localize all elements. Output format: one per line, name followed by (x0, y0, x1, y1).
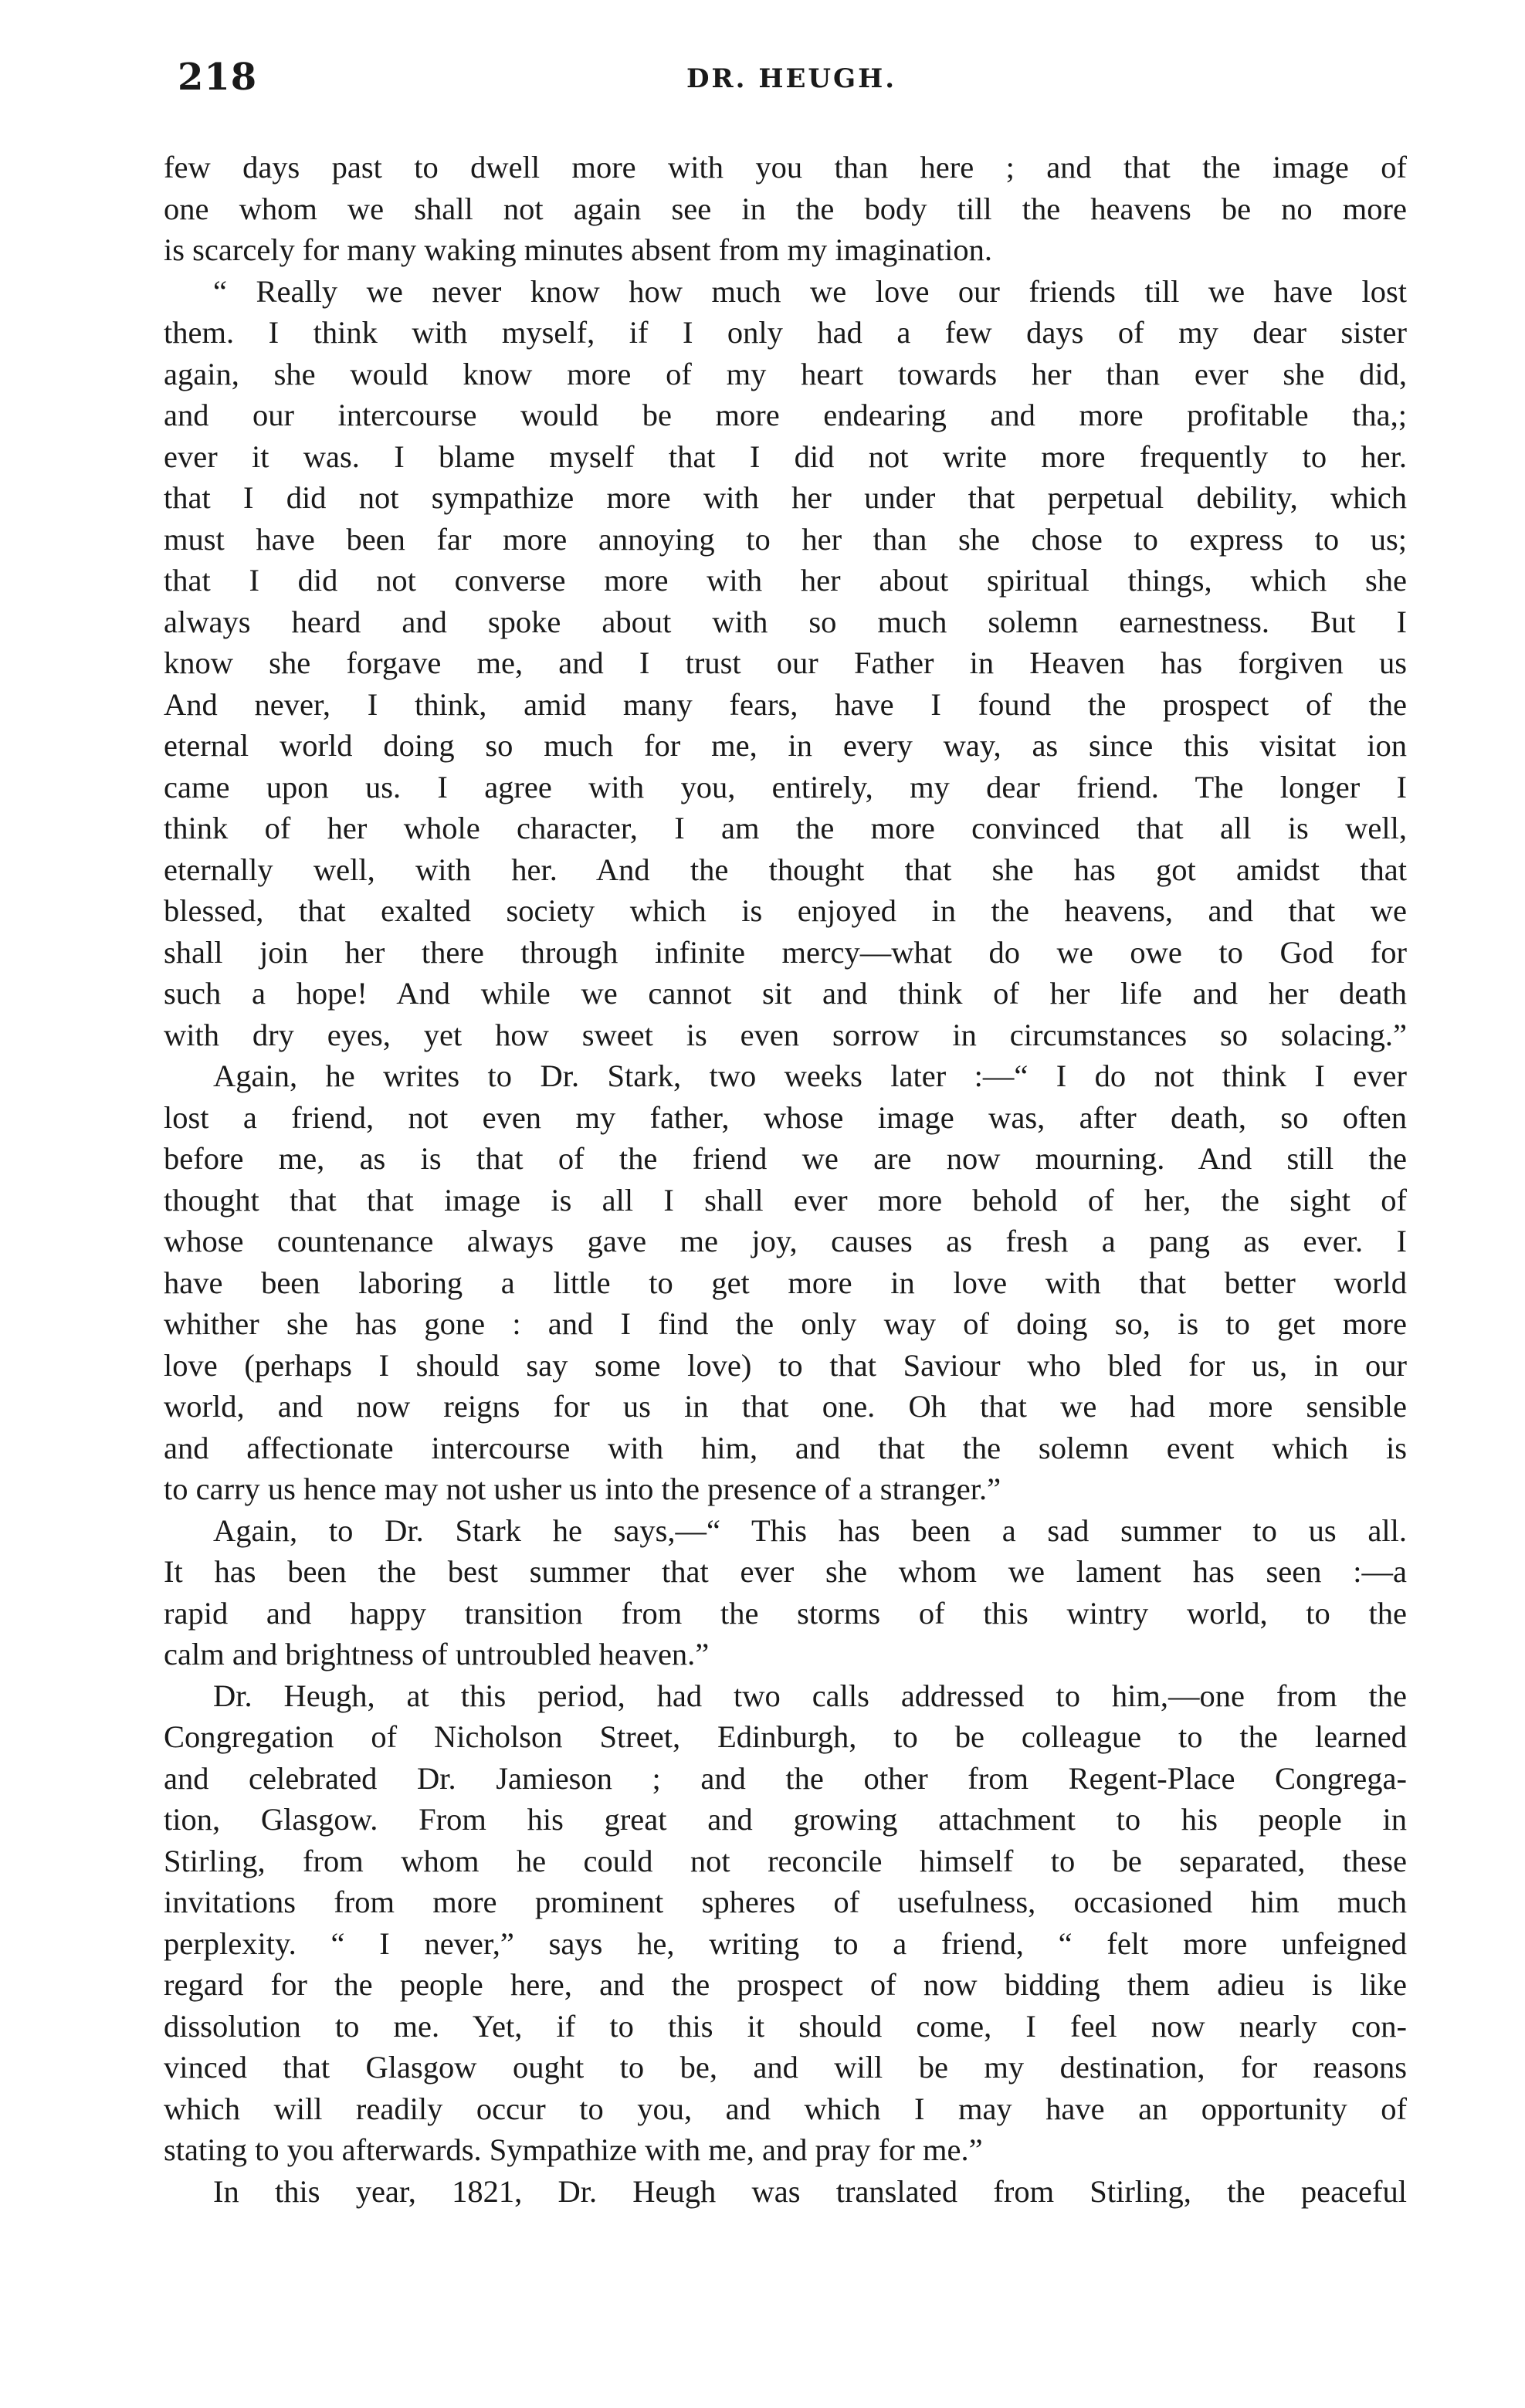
text-line: invitations from more prominent spheres of usefulness, occasioned him much (164, 1885, 1407, 1919)
text-line: have been laboring a little to get more in love with that better world (164, 1265, 1407, 1300)
text-line: came upon us. I agree with you, entirely, my dear friend. The longer I (164, 769, 1407, 804)
text-line: think of her whole character, I am the more convinced that all is well, (164, 811, 1407, 845)
text-line: must have been far more annoying to her than she chose to express to us; (164, 521, 1407, 557)
text-line: such a hope! And while we cannot sit and think of her life and her death (164, 976, 1407, 1011)
text-line: Congregation of Nicholson Street, Edinburgh, to be colleague to the learned (164, 1719, 1407, 1754)
page-number: 218 (178, 56, 258, 99)
text-line: dissolution to me. Yet, if to this it should come, I feel now nearly con- (164, 2008, 1407, 2044)
text-line: In this year, 1821, Dr. Heugh was translated from Stirling, the peaceful (213, 2173, 1407, 2209)
text-line: eternally well, with her. And the thought that she has got amidst that (164, 852, 1407, 887)
text-line: rapid and happy transition from the storms of this wintry world, to the (164, 1595, 1407, 1631)
text-line: eternal world doing so much for me, in every way, as since this visitat ion (164, 728, 1407, 763)
text-line: regard for the people here, and the prospect of now bidding them adieu is like (164, 1967, 1407, 2002)
text-line: and our intercourse would be more endearing and more profitable tha,; (164, 398, 1407, 432)
text-line: “ Really we never know how much we love our friends till we have lost (213, 273, 1407, 309)
text-line: It has been the best summer that ever she whom we lament has seen :—a (164, 1554, 1407, 1589)
text-line: shall join her there through infinite mercy—what do we owe to God for (164, 934, 1407, 970)
text-line: vinced that Glasgow ought to be, and will be my destination, for reasons (164, 2050, 1407, 2085)
text-line: lost a friend, not even my father, whose image was, after death, so often (164, 1099, 1407, 1135)
text-line: calm and brightness of untroubled heaven.” (164, 1637, 710, 1671)
text-line: them. I think with myself, if I only had a few days of my dear sister (164, 315, 1407, 350)
text-line: before me, as is that of the friend we are now mourning. And still the (164, 1141, 1407, 1176)
page-header (178, 56, 1405, 117)
text-line: that I did not converse more with her about spiritual things, which she (164, 563, 1407, 598)
text-line: love (perhaps I should say some love) to that Saviour who bled for us, in our (164, 1347, 1407, 1383)
text-line: world, and now reigns for us in that one. Oh that we had more sensible (164, 1389, 1407, 1424)
text-line: blessed, that exalted society which is enjoyed in the heavens, and that we (164, 893, 1407, 928)
text-line: always heard and spoke about with so much solemn earnestness. But I (164, 604, 1407, 639)
text-line: know she forgave me, and I trust our Father in Heaven has forgiven us (164, 645, 1407, 680)
text-line: thought that that image is all I shall ever more behold of her, the sight of (164, 1182, 1407, 1218)
text-line: And never, I think, amid many fears, have I found the prospect of the (164, 686, 1407, 722)
text-line: Stirling, from whom he could not reconcile himself to be separated, these (164, 1843, 1407, 1878)
text-line: stating to you afterwards. Sympathize with me, and pray for me.” (164, 2132, 983, 2167)
text-line: Again, to Dr. Stark he says,—“ This has been a sad summer to us all. (213, 1512, 1407, 1548)
text-line: Dr. Heugh, at this period, had two calls addressed to him,—one from the (213, 1678, 1407, 1713)
text-line: is scarcely for many waking minutes absent from my imagination. (164, 232, 992, 267)
text-line: with dry eyes, yet how sweet is even sorrow in circumstances so solacing.” (164, 1017, 1407, 1052)
text-line: one whom we shall not again see in the body till the heavens be no more (164, 191, 1407, 226)
text-line: tion, Glasgow. From his great and growing attachment to his people in (164, 1802, 1407, 1837)
text-line: that I did not sympathize more with her under that perpetual debility, which (164, 480, 1407, 515)
text-line: again, she would know more of my heart towards her than ever she did, (164, 356, 1407, 391)
text-line: whither she has gone : and I find the only way of doing so, is to get more (164, 1306, 1407, 1341)
text-line: and affectionate intercourse with him, and that the solemn event which is (164, 1430, 1407, 1465)
text-line: which will readily occur to you, and which I may have an opportunity of (164, 2091, 1407, 2126)
text-line: to carry us hence may not usher us into the presence of a stranger.” (164, 1472, 1001, 1506)
body-text (164, 147, 1407, 2212)
text-line: ever it was. I blame myself that I did not write more frequently to her. (164, 439, 1407, 474)
text-line: Again, he writes to Dr. Stark, two weeks later :—“ I do not think I ever (213, 1058, 1407, 1093)
text-line: and celebrated Dr. Jamieson ; and the other from Regent-Place Congrega- (164, 1760, 1407, 1796)
running-head: DR. HEUGH. (686, 63, 897, 94)
text-line: whose countenance always gave me joy, causes as fresh a pang as ever. I (164, 1224, 1407, 1258)
text-line: few days past to dwell more with you than here ; and that the image of (164, 150, 1407, 185)
text-line: perplexity. “ I never,” says he, writing to a friend, “ felt more unfeigned (164, 1925, 1407, 1961)
